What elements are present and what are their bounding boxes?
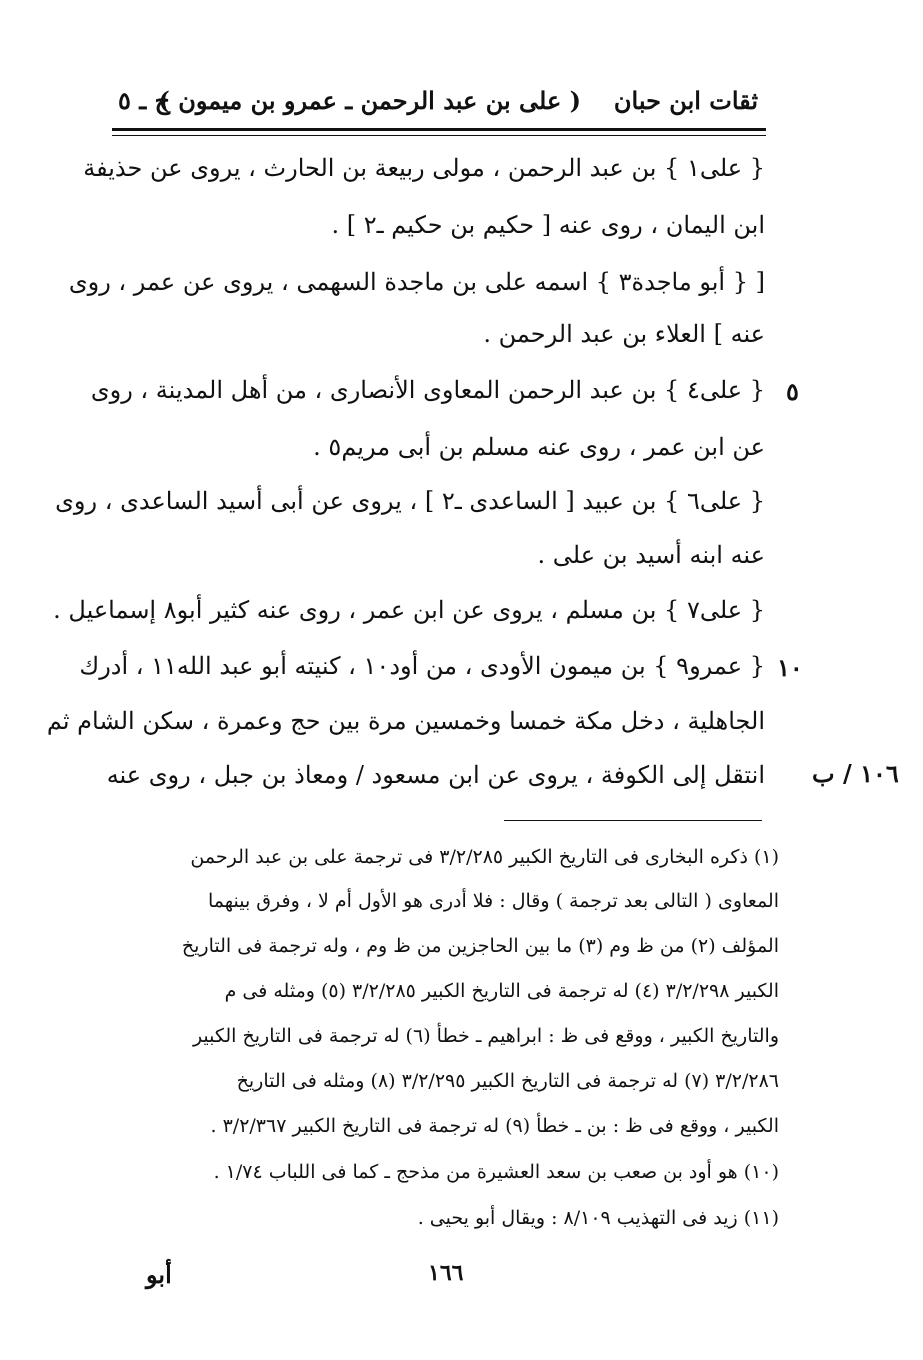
header-rule-thick — [112, 128, 766, 131]
text-line: عنه ابنه أسيد بن على . — [537, 541, 765, 569]
footnote-line: الكبير ٣/٢/٢٩٨ (٤) له ترجمة فى التاريخ الكبير ٣/٢/٢٨٥ (٥) ومثله فى م — [224, 980, 779, 1002]
footnote-line: الكبير ، ووقع فى ظ : بن ـ خطأ (٩) له ترجمة فى التاريخ الكبير ٣/٢/٣٦٧ . — [210, 1115, 779, 1137]
header-volume: ج ـ ٥ — [118, 86, 171, 115]
text-line: { عمرو٩ } بن ميمون الأودى ، من أود١٠ ، كنيته أبو عبد الله١١ ، أدرك — [79, 652, 765, 680]
page-number: ١٦٦ — [428, 1260, 464, 1286]
line-marker-5: ٥ — [786, 377, 799, 406]
header-book-title: ثقات ابن حبان — [613, 86, 758, 115]
text-line: { على٤ } بن عبد الرحمن المعاوى الأنصارى ، من أهل المدينة ، روى — [90, 376, 765, 404]
text-line: { على٦ } بن عبيد [ الساعدى ـ٢ ] ، يروى عن أبى أسيد الساعدى ، روى — [55, 487, 765, 515]
text-line: { على٧ } بن مسلم ، يروى عن ابن عمر ، روى عنه كثير أبو٨ إسماعيل . — [53, 596, 765, 624]
footnote-line: (١١) زيد فى التهذيب ٨/١٠٩ : ويقال أبو يحيى . — [417, 1207, 779, 1229]
footnote-line: والتاريخ الكبير ، ووقع فى ظ : ابراهيم ـ خطأ (٦) له ترجمة فى التاريخ الكبير — [192, 1025, 779, 1047]
footnote-line: (١٠) هو أود بن صعب بن سعد العشيرة من مذحج ـ كما فى اللباب ١/٧٤ . — [213, 1161, 779, 1183]
text-line: عن ابن عمر ، روى عنه مسلم بن أبى مريم٥ . — [313, 433, 765, 461]
text-line: [ { أبو ماجدة٣ } اسمه على بن ماجدة السهمى ، يروى عن عمر ، روى — [68, 268, 765, 296]
footnote-line: المعاوى ( التالى بعد ترجمة ) وقال : فلا أدرى هو الأول أم لا ، وفرق بينهما — [207, 890, 779, 912]
text-line: انتقل إلى الكوفة ، يروى عن ابن مسعود / ومعاذ بن جبل ، روى عنه — [106, 761, 765, 789]
footnote-line: المؤلف (٢) من ظ وم (٣) ما بين الحاجزين من ظ وم ، وله ترجمة فى التاريخ — [181, 935, 779, 957]
header-rule-thin — [112, 135, 766, 136]
text-line: الجاهلية ، دخل مكة خمسا وخمسين مرة بين حج وعمرة ، سكن الشام ثم — [46, 707, 765, 735]
text-line: ابن اليمان ، روى عنه [ حكيم بن حكيم ـ٢ ] . — [331, 211, 765, 239]
text-line: { على١ } بن عبد الرحمن ، مولى ربيعة بن الحارث ، يروى عن حذيفة — [83, 154, 765, 182]
text-line: عنه ] العلاء بن عبد الرحمن . — [483, 320, 765, 348]
margin-folio-marker: ١٠٦ / ب — [812, 759, 899, 788]
line-marker-10: ١٠ — [777, 653, 803, 682]
catchword: أبو — [146, 1260, 172, 1289]
header-entry-range: ( على بن عبد الرحمن ـ عمرو بن ميمون ) — [158, 86, 581, 115]
footnote-separator — [504, 820, 762, 821]
footnote-line: (١) ذكره البخارى فى التاريخ الكبير ٣/٢/٢٨٥ فى ترجمة على بن عبد الرحمن — [190, 846, 779, 868]
running-header — [112, 82, 766, 122]
footnote-line: ٣/٢/٢٨٦ (٧) له ترجمة فى التاريخ الكبير ٣/٢/٢٩٥ (٨) ومثله فى التاريخ — [236, 1070, 779, 1092]
